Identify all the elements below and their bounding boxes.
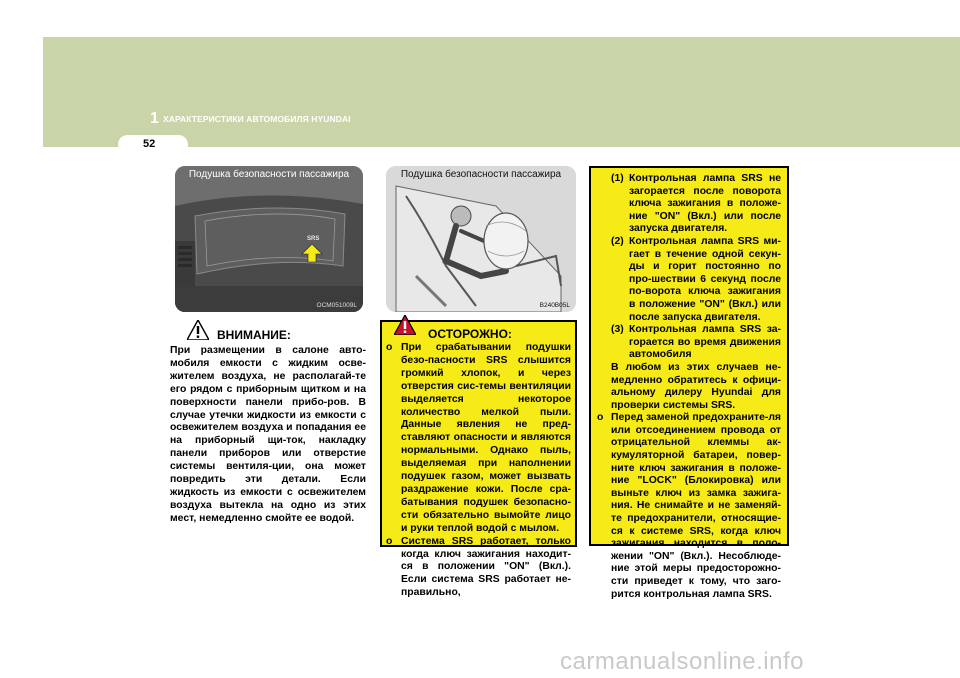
numbered-item bbox=[597, 173, 781, 236]
bullet-item-text: Перед заменой предохраните-ля или отсоединением провода от отрицательной клеммы ак-кумуляторной батареи, повер-ните ключ зажигания в положе-ние "LOCK" (Блокировка) или выньте ключ из замка зажига-ния. Не снимайте и не заменяй-те предохранители, относящие-ся к системе SRS, когда ключ зажигания находится в поло-жении "ON" (Вкл.). Несоблюде-ние этой меры предосторожно-сти приведет к тому, что заго-рится контрольная лампа SRS. bbox=[611, 412, 781, 600]
watermark: carmanualsonline.info bbox=[560, 648, 804, 675]
photo-caption: Подушка безопасности пассажира bbox=[188, 169, 350, 180]
bullet-marker: o bbox=[386, 535, 393, 547]
item-number: (1) bbox=[611, 173, 624, 184]
srs-info-content bbox=[597, 173, 781, 601]
item-number: (2) bbox=[611, 235, 624, 247]
bullet-item bbox=[597, 412, 781, 601]
svg-text:SRS: SRS bbox=[307, 236, 320, 242]
caution-item-text: При срабатывании подушки безо-пасности SRS слышится громкий хлопок, и через отверстия сис-темы вентиляции выделяется некоторое количество мелкой пыли. Данные явления не пред-ставляют опасности и являются нормальными. Однако пыль, выделяемая при наполнении подушек газом, может вызвать раздражение кожи. После сра-батывания подушек безопасно-сти обязательно вымойте лицо и руки теплой водой с мылом. bbox=[401, 342, 571, 534]
caution-item-text: Система SRS работает, только когда ключ зажигания находит-ся в положении "ON" (Вкл.). Если система SRS работает не-правильно, bbox=[401, 535, 571, 599]
warning-triangle-icon bbox=[394, 315, 416, 335]
caution-title: ОСТОРОЖНО: bbox=[428, 327, 512, 341]
caution-list bbox=[386, 342, 571, 600]
warning-text: При размещении в салоне авто-мобиля емкости с жидким осве-жителем воздуха, не располагай-те его рядом с приборным щитком и на поверхности панели прибо-ров. В случае утечки жидкости из емкости с освежителем воздуха и попадания ее на приборный щи-ток, накладку панели приборов или отверстие системы вентиля-ции, она может повредить эти детали. Если жидкость из емкости с освежителем воздуха вытекла на одно из этих мест, немедленно смойте ее водой. bbox=[170, 345, 366, 524]
info-paragraph: В любом из этих случаев не-медленно обратитесь к офици-альному дилеру Hyundai для проверки системы SRS. bbox=[611, 361, 781, 411]
photo-caption: Подушка безопасности пассажира bbox=[400, 169, 562, 180]
photo-code: B240B05L bbox=[539, 302, 570, 309]
warning-section bbox=[170, 320, 366, 526]
item-number: (3) bbox=[611, 324, 624, 336]
item-text: Контрольная лампа SRS за-горается во время движения автомобиля bbox=[629, 324, 781, 361]
caution-item bbox=[386, 536, 571, 601]
caution-box bbox=[380, 320, 577, 599]
dashboard-photo bbox=[175, 166, 363, 312]
airbag-deploy-illustration bbox=[386, 166, 576, 312]
numbered-item bbox=[597, 324, 781, 362]
srs-info-box bbox=[589, 166, 789, 600]
header-band bbox=[43, 37, 960, 147]
caution-item bbox=[386, 342, 571, 536]
item-text: Контрольная лампа SRS ми-гает в течение одной секун-ды и горит постоянно по про-шествии 6 секунд после по-ворота ключа зажигания в положение "ON" (Вкл.) или после запуска двигателя. bbox=[629, 235, 781, 323]
warning-title: ВНИМАНИЕ: bbox=[217, 328, 291, 342]
airbag-illustration-photo bbox=[386, 166, 576, 312]
warning-triangle-icon bbox=[187, 320, 209, 340]
chapter-number: 1 bbox=[150, 110, 159, 127]
dashboard-illustration bbox=[175, 166, 363, 312]
bullet-marker: o bbox=[597, 412, 604, 424]
bullet-marker: o bbox=[386, 342, 393, 353]
chapter-title: ХАРАКТЕРИСТИКИ АВТОМОБИЛЯ HYUNDAI bbox=[163, 114, 351, 124]
warning-header bbox=[170, 320, 366, 342]
page-number: 52 bbox=[143, 138, 156, 150]
numbered-item bbox=[597, 236, 781, 324]
item-text: Контрольная лампа SRS не загорается после поворота ключа зажигания в положе-ние "ON" (Вкл.) или после запуска двигателя. bbox=[629, 173, 781, 235]
photo-code: OCM051009L bbox=[316, 302, 357, 309]
